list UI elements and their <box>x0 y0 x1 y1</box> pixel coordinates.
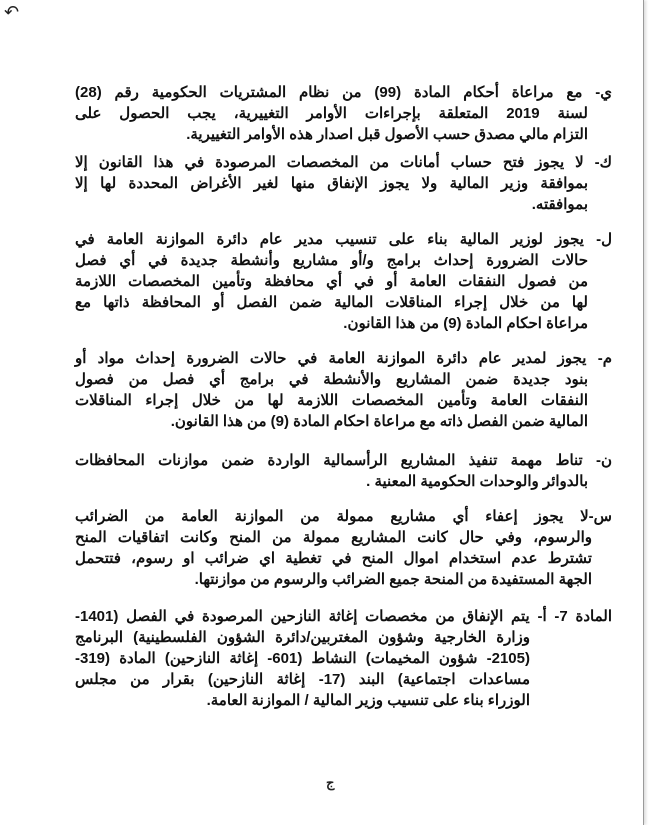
clause-line: بموافقته. <box>531 196 588 213</box>
clause-line: التزام مالي مصدق حسب الأصول قبل اصدار هذه الأوامر التغييرية. <box>186 126 588 143</box>
clause-line: س-لا يجوز إعفاء أي مشاريع ممولة من الموازنة العامة من الضرائب <box>75 508 612 525</box>
clause-line: المالية ضمن الفصل ذاته مع مراعاة احكام المادة (9) من هذا القانون. <box>170 413 588 430</box>
clause-kaf <box>75 152 612 215</box>
clause-line: مراعاة احكام المادة (9) من هذا القانون. <box>343 315 588 332</box>
article-7 <box>75 606 612 711</box>
clause-lam <box>75 229 612 334</box>
page-number: ج <box>326 775 335 790</box>
clause-line: مساعدات اجتماعية) البند (17- إغاثة النازحين) بقرار من مجلس <box>75 671 530 688</box>
clause-line: ن- تناط مهمة تنفيذ المشاريع الرأسمالية الواردة ضمن موازنات المحافظات <box>75 452 612 469</box>
clause-line: من فصول النفقات العامة أو في أي محافظة وتأمين المخصصات اللازمة <box>75 273 588 290</box>
back-arrow-icon[interactable]: ↶ <box>4 2 20 22</box>
clause-line: وزارة الخارجية وشؤون المغتربين/دائرة الشؤون الفلسطينية) البرنامج <box>75 629 530 646</box>
clause-nun <box>75 450 612 492</box>
clause-sin <box>75 506 612 590</box>
clause-line: الوزراء بناء على تنسيب وزير المالية / الموازنة العامة. <box>206 692 530 709</box>
clause-mim <box>75 348 612 432</box>
clause-line: بموافقة وزير المالية ولا يجوز الإنفاق منها لغير الأغراض المحددة لها إلا <box>75 175 588 192</box>
clause-line: المادة 7- أ- يتم الإنفاق من مخصصات إغاثة النازحين المرصودة في الفصل (1401- <box>75 608 613 625</box>
clause-line: لسنة 2019 المتعلقة بإجراءات الأوامر التغييرية، يجب الحصول على <box>75 105 589 122</box>
clause-line: بالدوائر والوحدات الحكومية المعنية . <box>366 473 588 490</box>
clause-line: حالات الضرورة إحداث برامج و/أو مشاريع وأنشطة جديدة في أي فصل <box>75 252 588 269</box>
clause-line: م- يجوز لمدير عام دائرة الموازنة العامة في حالات الضرورة إحداث مواد أو <box>75 350 612 367</box>
clause-ya <box>75 82 612 145</box>
clause-line: ل- يجوز لوزير المالية بناء على تنسيب مدير عام دائرة الموازنة العامة في <box>75 231 612 248</box>
clause-line: ك- لا يجوز فتح حساب أمانات من المخصصات المرصودة في هذا القانون إلا <box>75 154 612 171</box>
clause-line: لها من خلال إجراء المناقلات المالية ضمن الفصل أو المحافظة ذاتها مع <box>75 294 588 311</box>
clause-line: ي- مع مراعاة أحكام المادة (99) من نظام المشتريات الحكومية رقم (28) <box>75 84 613 101</box>
clause-line: والرسوم، وفي حال كانت المشاريع ممولة من المنح وكانت اتفاقيات المنح <box>75 529 592 546</box>
clause-line: الجهة المستفيدة من المنحة جميع الضرائب والرسوم من موازنتها. <box>194 571 592 588</box>
clause-line: النفقات العامة وتأمين المخصصات اللازمة لها من خلال إجراء المناقلات <box>75 392 588 409</box>
clause-line: بنود جديدة ضمن المشاريع والأنشطة في برامج أي فصل من فصول <box>75 371 588 388</box>
clause-line: تشترط عدم استخدام اموال المنح في تغطية اي ضرائب او رسوم، فتتحمل <box>75 550 592 567</box>
clause-line: (2105- شؤون المخيمات) النشاط (601- إغاثة النازحين) المادة (319- <box>75 650 530 667</box>
